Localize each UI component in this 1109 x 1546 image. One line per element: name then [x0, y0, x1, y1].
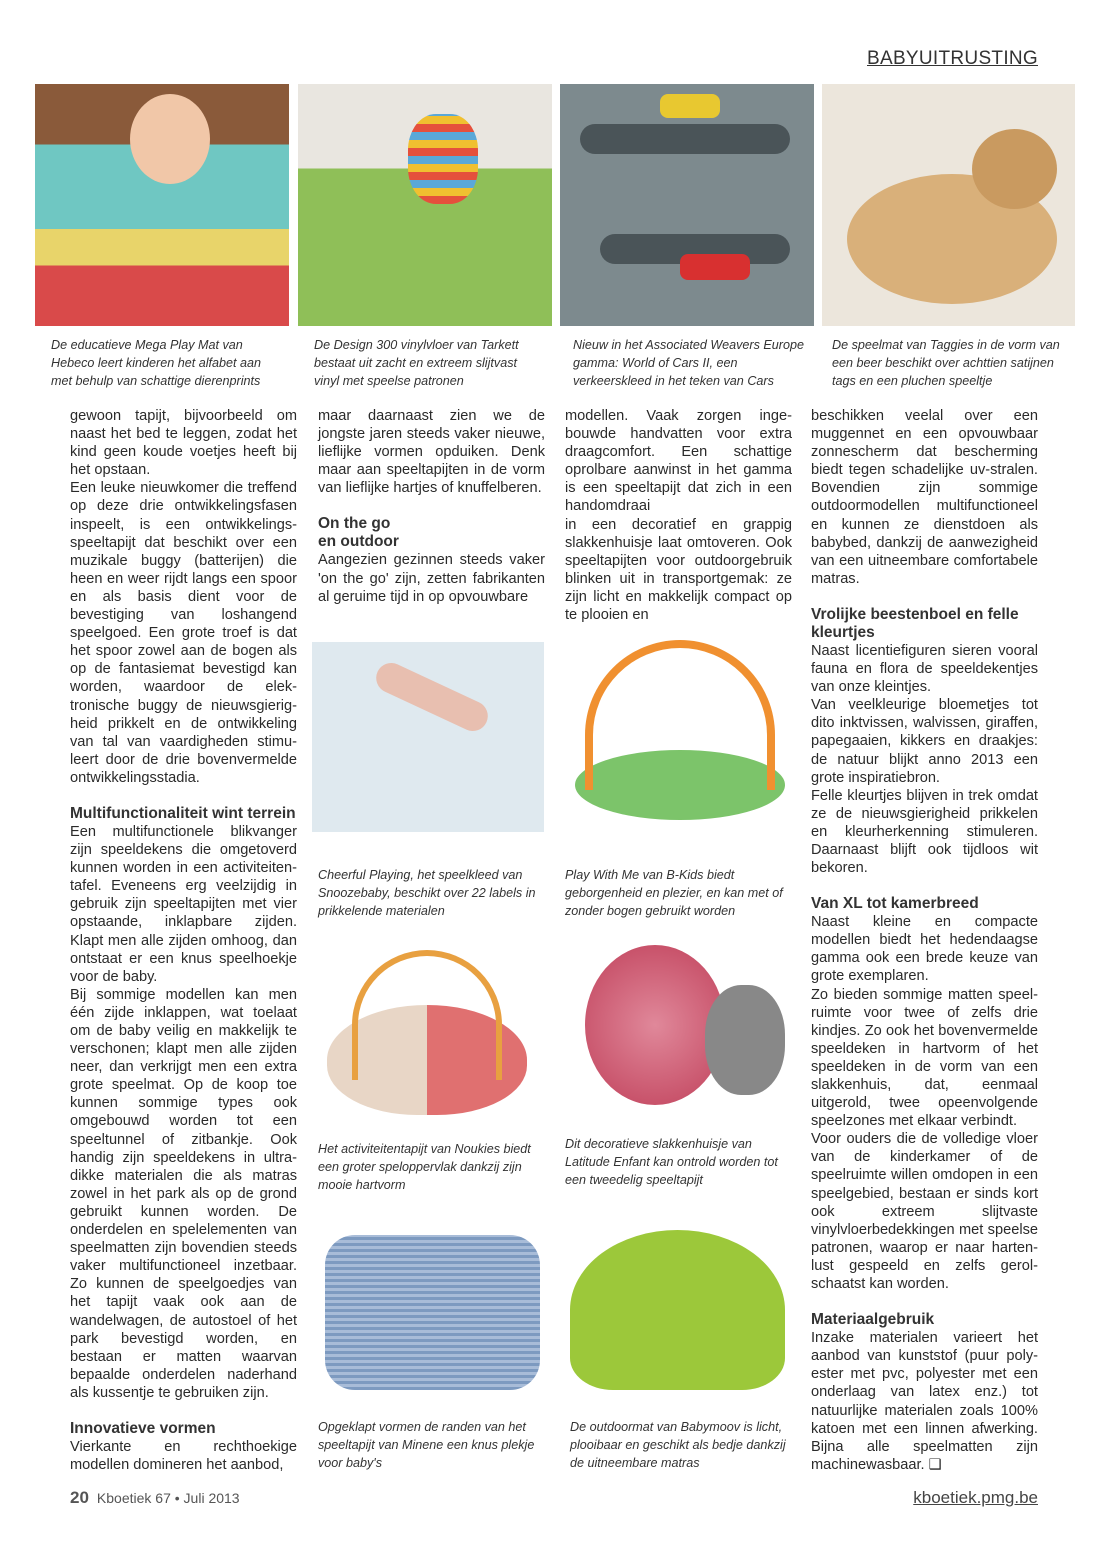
paragraph: Naast kleine en compacte modellen biedt het hedendaagse gamma ook een brede keuze van grote exemplaren.: [811, 914, 1038, 985]
paragraph: in een decoratief en grappig slakkenhuisje laat omtoveren. Ook speeltapijten voor outdoorgebruik blinken uit in transportgemak: ze zijn licht en makkelijk compact op te plooien en: [565, 516, 792, 624]
photo-bkids-play-gym: [565, 630, 792, 840]
subheading: Materiaalgebruik: [811, 1311, 935, 1329]
page-number: 20: [70, 1488, 89, 1507]
caption-latitude-enfant: Dit decoratieve slakkenhuisje van Latitude Enfant kan ontrold worden tot een tweedelig speeltapijt: [565, 1137, 778, 1187]
paragraph: Naast licentiefiguren sieren vooral fauna en flora de speeldekentjes van onze kleintjes.: [811, 642, 1038, 696]
paragraph: maar daarnaast zien we de jongste jaren steeds vaker nieuwe, lieflijke vormen opduiken. Denk maar aan speeltapijten in de vorm van lieflijke hartjes of knuffelberen.: [318, 408, 545, 497]
caption-bkids: Play With Me van B-Kids biedt geborgenheid en plezier, en kan met of zonder bogen gebruikt worden: [565, 868, 783, 918]
subheading-line: On the go: [318, 515, 391, 533]
paragraph: Bij sommige modellen kan men één zijde inklappen, wat toelaat om de baby veilig en makkelijk te verschonen; klapt men alle zijden neer, dan verkrijgt men een extra grote speelmat. Op de koop toe kunnen sommige types ook omgebouwd worden tot een speeltunnel of zitbankje. Ook handig zijn speeldekens in ultradikke materialen die als matras zowel in het park als op de grond gebruikt kunnen worden. De onderdelen en spelelementen van speelmatten zijn bovendien steeds vaker multifunctioneel inzetbaar. Zo kunnen de speelgoedjes van het tapijt vaak ook aan de wandelwagen, de autostoel of het park bevestigd worden, en bestaan er matten waarvan bepaalde onderdelen naderhand als kussentje te gebruiken zijn.: [70, 986, 297, 1401]
section-title: BABYUITRUSTING: [867, 48, 1038, 69]
paragraph: Een leuke nieuwkomer die treffend op deze drie ontwikkelingsfasen inspeelt, is een ontwikkelingsspeeltapijt dat beschikt over een muzikale buggy (batterijen) die heen en weer rijdt langs een spoor en als basis dient voor de bevestiging van loshangend speelgoed. Een grote troef is dat het spoor zowel aan de bogen als op de fantasiemat bevestigd kan worden, waardoor de elektronische buggy de nieuwsgierigheid prikkelt en de ontwikkeling van tal van vaardigheden stimuleert door de drie bovenvermelde ontwikkelingsstadia.: [70, 480, 297, 786]
paragraph: Vierkante en rechthoekige modellen domineren het aanbod,: [70, 1438, 297, 1474]
column-2: [318, 407, 545, 606]
paragraph: modellen. Vaak zorgen ingebouwde handvatten voor extra draagcomfort. Een schattige oprolbare aanwinst in het gamma is een speeltapijt dat zich in een handomdraai: [565, 408, 792, 515]
paragraph: Felle kleurtjes blijven in trek omdat ze de nieuwsgierigheid prikkelen en kleurherkenning stimuleren. Daarnaast blijft ook tijdloos wit bekoren.: [811, 787, 1038, 877]
caption-babymoov: De outdoormat van Babymoov is licht, plooibaar en geschikt als bedje dankzij de uitneembare matras: [570, 1420, 786, 1470]
photo-taggies-bear-mat: [822, 84, 1075, 326]
subheading: Multifunctionaliteit wint terrein: [70, 804, 296, 822]
paragraph: gewoon tapijt, bijvoorbeeld om naast het bed te leggen, zodat het kind geen koude voetjes heeft bij het opstaan.: [70, 408, 297, 479]
paragraph: Zo bieden sommige matten speelruimte voor twee of zelfs drie kindjes. Zo ook het bovenvermelde speeldeken in hartvorm of het speeldeken in de vorm van een slakkenhuis, dat, eenmaal uitgerold, twee opeenvolgende speelzones met elkaar verbindt.: [811, 986, 1038, 1130]
column-1: [70, 407, 297, 1474]
paragraph: Een multifunctionele blikvanger zijn speeldekens die omgetoverd kunnen worden in een activiteitentafel. Eveneens erg veelzijdig in gebruik zijn speeltapijten met vier opstaande, inklapbare zijden. Klapt men alle zijden omhoog, dan ontstaat er een knus speelhoekje voor de baby.: [70, 823, 297, 985]
subheading: [318, 515, 545, 551]
photo-mega-play-mat: [35, 84, 289, 326]
caption-snoozebaby: Cheerful Playing, het speelkleed van Snoozebaby, beschikt over 22 labels in prikkelende materialen: [318, 868, 536, 918]
photo-noukies-heart: [312, 945, 544, 1120]
subheading: Van XL tot kamerbreed: [811, 895, 979, 913]
caption-mega-play-mat: De educatieve Mega Play Mat van Hebeco leert kinderen het alfabet aan met behulp van schattige dierenprints: [51, 338, 262, 388]
footer-left: [70, 1488, 240, 1508]
subheading: Vrolijke beestenboel en felle kleurtjes: [811, 605, 1019, 641]
caption-taggies-bear-mat: De speelmat van Taggies in de vorm van een beer beschikt over achttien satijnen tags en een pluchen speeltje: [832, 338, 1060, 388]
caption-vinyl-floor: De Design 300 vinylvloer van Tarkett bestaat uit zacht en extreem slijtvast vinyl met speelse patronen: [314, 338, 519, 388]
photo-minene: [320, 1225, 545, 1400]
paragraph: beschikken veelal over een muggennet en een opvouwbaar zonnescherm dat bescherming biedt tegen schadelijke uv-stralen. Bovendien zijn sommige outdoormodellen multifunctioneel en kunnen ze dienstdoen als babybed, dankzij de aanwezigheid van een uitneembare comfortabele matras.: [811, 408, 1038, 587]
photo-slakkenhuisje: [565, 935, 792, 1120]
subheading: Innovatieve vormen: [70, 1419, 216, 1437]
column-3: [565, 407, 792, 624]
column-4: [811, 407, 1038, 1474]
issue-info: Kboetiek 67 • Juli 2013: [96, 1490, 240, 1506]
paragraph: Aangezien gezinnen steeds vaker 'on the go' zijn, zetten fabrikanten al geruime tijd in op opvouwbare: [318, 552, 545, 605]
subheading-line: en outdoor: [318, 533, 399, 551]
paragraph: Voor ouders die de volledige vloer van de kinderkamer of de speelruimte willen omdopen in een speelgebied, bestaan er sinds kort ook extreem slijtvaste vinylvloerbedekkingen met speelse patronen, waarop er naar hartenlust gespeeld en zelfs gerolschaatst kan worden.: [811, 1131, 1038, 1293]
paragraph: Van veelkleurige bloemetjes tot dito inktvissen, walvissen, giraffen, papegaaien, kikkers en draakjes: de natuur blijkt anno 2013 een grote inspiratiebron.: [811, 697, 1038, 786]
photo-babymoov-outdoor: [565, 1220, 792, 1405]
caption-cars-rug: Nieuw in het Associated Weavers Europe gamma: World of Cars II, een verkeerskleed in het teken van Cars: [573, 338, 805, 388]
website-link[interactable]: kboetiek.pmg.be: [913, 1488, 1038, 1507]
photo-cars-rug: [560, 84, 814, 326]
paragraph: Inzake materialen varieert het aanbod van kunststof (puur polyester met pvc, polyester met een onderlaag van latex enz.) tot natuurlijke materialen zoals 100% katoen met een linnen afwerking. Bijna alle speelmatten zijn machinewasbaar. ❑: [811, 1330, 1038, 1473]
caption-noukies: Het activiteitentapijt van Noukies biedt een groter speloppervlak dankzij zijn mooie hartvorm: [318, 1142, 531, 1192]
photo-vinyl-floor: [298, 84, 552, 326]
photo-snoozebaby: [312, 642, 544, 832]
caption-minene: Opgeklapt vormen de randen van het speeltapijt van Minene een knus plekje voor baby's: [318, 1420, 535, 1470]
